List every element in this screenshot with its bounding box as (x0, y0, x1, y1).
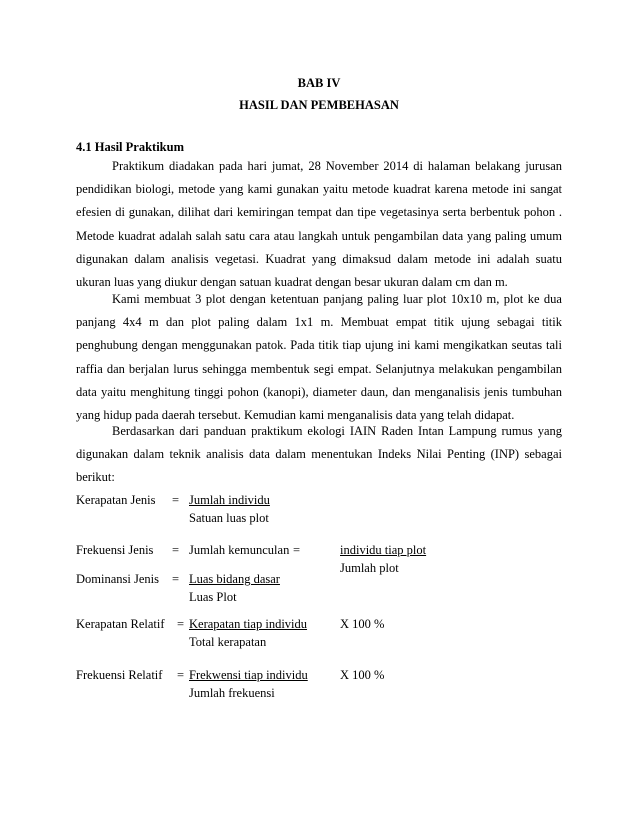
equals-sign: = (172, 493, 180, 507)
paragraph-2: Kami membuat 3 plot dengan ketentuan panjang paling luar plot 10x10 m, plot ke dua panjang 4x4 m dan plot paling dalam 1x1 m. Membuat empat titik ujung sebagai titik penghubung dengan menggunakan patok. Pada titik tiap ujung ini kami mengikatkan seutas tali raffia dan berjalan lurus sehingga membentuk segi empat. Selanjutnya melakukan pengambilan data yaitu menghitung tinggi pohon (kanopi), diameter daun, dan menganalisis jenis tumbuhan yang hidup pada daerah tersebut. Kemudian kami menganalisis data yang telah didapat. (76, 292, 562, 423)
formula-label: Dominansi Jenis (76, 572, 159, 586)
formula-dominansi-jenis (76, 572, 562, 612)
formula-label: Kerapatan Jenis (76, 493, 156, 507)
formula-label: Frekuensi Jenis (76, 543, 154, 557)
formula-denominator: Jumlah plot (340, 561, 399, 575)
formula-kerapatan-jenis (76, 493, 562, 533)
formula-term: Jumlah kemunculan (189, 543, 290, 557)
formula-label: Kerapatan Relatif (76, 617, 165, 631)
formula-numerator: Jumlah individu (189, 493, 270, 507)
formula-numerator: Luas bidang dasar (189, 572, 280, 586)
equals-sign: = (172, 543, 180, 557)
equals-sign: = (177, 617, 185, 631)
section-heading: 4.1 Hasil Praktikum (76, 140, 184, 154)
equals-sign: = (177, 668, 185, 682)
formula-frekuensi-relatif (76, 668, 562, 708)
paragraph-3: Berdasarkan dari panduan praktikum ekologi IAIN Raden Intan Lampung rumus yang digunakan dalam teknik analisis data dalam menentukan Indeks Nilai Penting (INP) sebagai berikut: (76, 424, 562, 485)
equals-sign: = (172, 572, 180, 586)
chapter-title: HASIL DAN PEMBEHASAN (239, 98, 399, 112)
chapter-number: BAB IV (297, 76, 341, 90)
formula-multiplier: X 100 % (340, 617, 385, 631)
equals-sign: = (293, 543, 301, 557)
paragraph-1: Praktikum diadakan pada hari jumat, 28 November 2014 di halaman belakang jurusan pendidikan biologi, metode yang kami gunakan yaitu metode kuadrat karena metode ini sangat efesien di gunakan, dilihat dari kemiringan tempat dan tipe vegetasinya serta berbentuk pohon . Metode kuadrat adalah salah satu cara atau langkah untuk pengambilan data yang paling umum digunakan dalam analisis vegetasi. Kuadrat yang dimaksud dalam metode ini adalah suatu ukuran luas yang diukur dengan satuan kuadrat dengan besar ukuran dalam cm dan m. (76, 159, 562, 290)
formula-kerapatan-relatif (76, 617, 562, 657)
formula-denominator: Satuan luas plot (189, 511, 269, 525)
formula-numerator: Kerapatan tiap individu (189, 617, 308, 631)
formula-denominator: Jumlah frekuensi (189, 686, 275, 700)
formula-denominator: Luas Plot (189, 590, 237, 604)
formula-numerator: individu tiap plot (340, 543, 427, 557)
formula-multiplier: X 100 % (340, 668, 385, 682)
formula-denominator: Total kerapatan (189, 635, 267, 649)
formula-numerator: Frekwensi tiap individu (189, 668, 308, 682)
formula-label: Frekuensi Relatif (76, 668, 163, 682)
